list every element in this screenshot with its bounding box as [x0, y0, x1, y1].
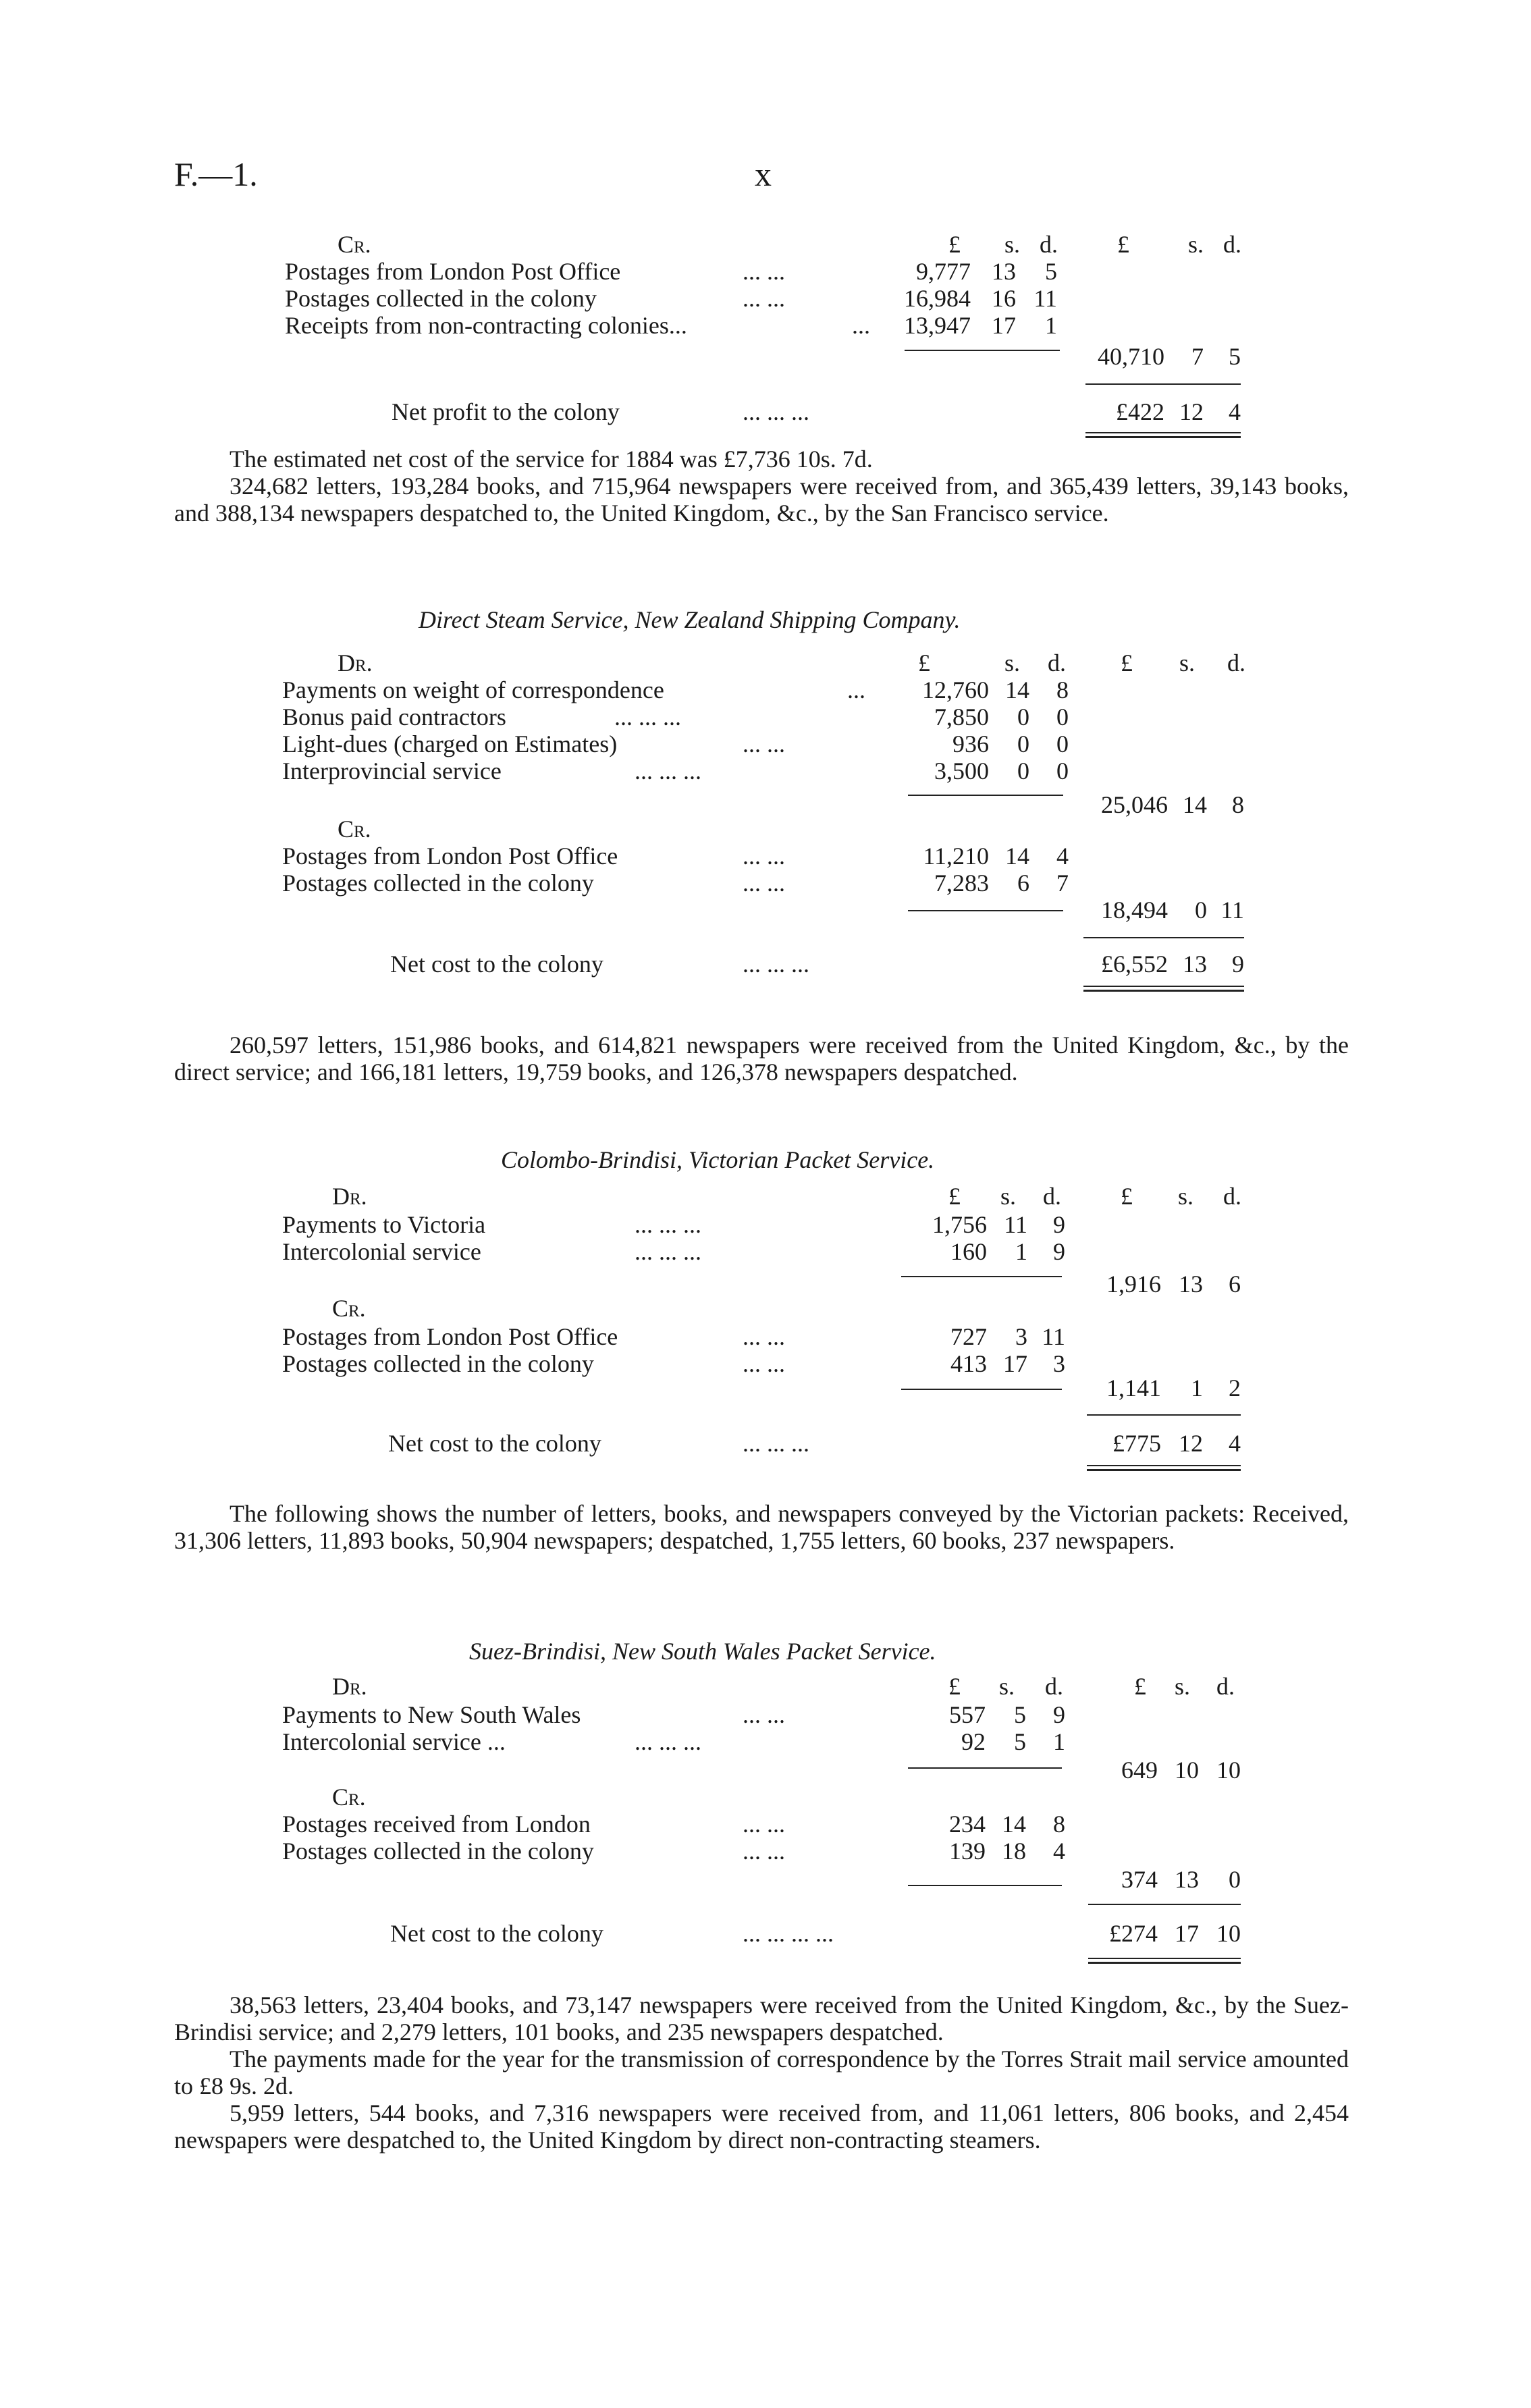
col-pound: £ — [1121, 1183, 1133, 1210]
total-pence: 5 — [1229, 343, 1241, 370]
col-shilling: s. — [1004, 649, 1021, 676]
net-pounds: £775 — [1112, 1430, 1161, 1457]
leader-dots: ... ... — [743, 1838, 785, 1865]
total-pence: 2 — [1229, 1374, 1241, 1401]
total-shillings: 1 — [1191, 1374, 1203, 1401]
credit-label: Cr. — [338, 231, 371, 258]
row-label: Intercolonial service ... — [282, 1728, 506, 1755]
amount-pence: 8 — [1056, 676, 1069, 703]
amount-pence: 9 — [1053, 1238, 1065, 1265]
total-pounds: 374 — [1121, 1866, 1158, 1893]
amount-pounds: 13,947 — [904, 312, 971, 339]
paragraph: The payments made for the year for the transmission of correspondence by the Torres Strait mail service amounted to £8 9s. 2d. — [174, 2045, 1349, 2099]
net-label: Net cost to the colony — [388, 1430, 601, 1457]
credit-label: Cr. — [338, 815, 371, 842]
col-pound: £ — [918, 649, 930, 676]
col-pound: £ — [1117, 231, 1129, 258]
col-shilling: s. — [1004, 231, 1021, 258]
amount-pence: 0 — [1056, 730, 1069, 757]
col-pound: £ — [948, 1183, 961, 1210]
subtotal-rule — [908, 1885, 1062, 1886]
total-pence: 6 — [1229, 1270, 1241, 1297]
row-label: Bonus paid contractors — [282, 703, 506, 730]
amount-shillings: 16 — [992, 285, 1016, 312]
paragraph: 260,597 letters, 151,986 books, and 614,821 newspapers were received from the United Kingdom, &c., by the direct service; and 166,181 letters, 19,759 books, and 126,378 newspapers despatched. — [174, 1032, 1349, 1086]
col-pence: d. — [1223, 1183, 1241, 1210]
amount-shillings: 14 — [1005, 842, 1029, 869]
amount-pounds: 1,756 — [932, 1211, 987, 1238]
col-shilling: s. — [999, 1673, 1015, 1700]
double-rule — [1085, 432, 1241, 438]
net-label: Net cost to the colony — [390, 1920, 603, 1947]
amount-pence: 0 — [1056, 703, 1069, 730]
leader-dots: ... ... — [743, 869, 785, 897]
row-label: Postages collected in the colony — [282, 1350, 594, 1377]
total-pence: 10 — [1216, 1757, 1241, 1784]
amount-shillings: 14 — [1002, 1811, 1026, 1838]
section-title: Colombo-Brindisi, Victorian Packet Service. — [501, 1146, 935, 1173]
credit-label: Cr. — [332, 1784, 366, 1811]
amount-shillings: 5 — [1014, 1701, 1026, 1728]
col-pound: £ — [1121, 649, 1133, 676]
amount-pounds: 160 — [950, 1238, 987, 1265]
amount-shillings: 17 — [1003, 1350, 1027, 1377]
amount-shillings: 17 — [992, 312, 1016, 339]
total-shillings: 13 — [1179, 1270, 1203, 1297]
row-label: Interprovincial service — [282, 757, 502, 784]
debit-label: Dr. — [332, 1183, 367, 1210]
amount-shillings: 0 — [1017, 730, 1029, 757]
col-pound: £ — [948, 1673, 961, 1700]
paragraph: The estimated net cost of the service for 1884 was £7,736 10s. 7d. — [230, 446, 873, 473]
subtotal-rule — [905, 350, 1060, 351]
total-rule — [1087, 1414, 1241, 1416]
leader-dots: ... ... ... — [635, 1211, 701, 1238]
net-shillings: 13 — [1183, 951, 1207, 978]
row-label: Postages collected in the colony — [282, 869, 594, 897]
paragraph: 5,959 letters, 544 books, and 7,316 newspapers were received from, and 11,061 letters, 806 books, and 2,454 newspapers were despatched to, the United Kingdom by direct non-contracting steamers. — [174, 2099, 1349, 2153]
section-title: Suez-Brindisi, New South Wales Packet Service. — [469, 1638, 936, 1665]
row-label: Receipts from non-contracting colonies... — [285, 312, 687, 339]
total-rule — [1083, 937, 1244, 938]
net-label: Net profit to the colony — [392, 398, 620, 425]
leader-dots: ... ... ... — [635, 1728, 701, 1755]
total-pence: 11 — [1220, 897, 1244, 924]
net-pounds: £422 — [1116, 398, 1164, 425]
document-reference: F.—1. — [174, 155, 258, 193]
amount-pence: 11 — [1042, 1323, 1065, 1350]
page-number: x — [755, 155, 772, 193]
subtotal-rule — [901, 1389, 1062, 1390]
row-label: Intercolonial service — [282, 1238, 481, 1265]
total-pounds: 1,916 — [1106, 1270, 1161, 1297]
debit-label: Dr. — [338, 649, 373, 676]
amount-pounds: 92 — [961, 1728, 986, 1755]
col-shilling: s. — [1188, 231, 1204, 258]
amount-pence: 9 — [1053, 1211, 1065, 1238]
total-shillings: 0 — [1195, 897, 1207, 924]
amount-pounds: 12,760 — [922, 676, 989, 703]
leader-dots: ... ... — [743, 730, 785, 757]
double-rule — [1087, 1465, 1241, 1471]
amount-pounds: 16,984 — [904, 285, 971, 312]
amount-shillings: 13 — [992, 258, 1016, 285]
amount-pence: 4 — [1053, 1838, 1065, 1865]
amount-pounds: 234 — [949, 1811, 986, 1838]
total-pounds: 25,046 — [1101, 791, 1168, 818]
amount-shillings: 1 — [1015, 1238, 1027, 1265]
net-label: Net cost to the colony — [390, 951, 603, 978]
row-label: Payments to New South Wales — [282, 1701, 581, 1728]
net-pence: 10 — [1216, 1920, 1241, 1947]
total-pounds: 649 — [1121, 1757, 1158, 1784]
subtotal-rule — [908, 795, 1063, 796]
row-label: Postages collected in the colony — [285, 285, 597, 312]
leader-dots: ... ... — [743, 258, 785, 285]
row-label: Light-dues (charged on Estimates) — [282, 730, 618, 757]
amount-pounds: 3,500 — [934, 757, 989, 784]
amount-pounds: 936 — [952, 730, 989, 757]
amount-shillings: 0 — [1017, 703, 1029, 730]
net-pence: 9 — [1232, 951, 1244, 978]
amount-shillings: 3 — [1015, 1323, 1027, 1350]
amount-shillings: 0 — [1017, 757, 1029, 784]
leader-dots: ... ... ... — [743, 1430, 809, 1457]
amount-pounds: 727 — [950, 1323, 987, 1350]
col-pence: d. — [1043, 1183, 1061, 1210]
amount-pounds: 557 — [949, 1701, 986, 1728]
total-pounds: 18,494 — [1101, 897, 1168, 924]
double-rule — [1088, 1958, 1241, 1964]
subtotal-rule — [901, 1276, 1062, 1277]
net-shillings: 17 — [1175, 1920, 1199, 1947]
leader-dots: ... — [852, 312, 870, 339]
double-rule — [1083, 986, 1244, 992]
amount-pounds: 7,850 — [934, 703, 989, 730]
total-pence: 0 — [1229, 1866, 1241, 1893]
amount-pence: 8 — [1053, 1811, 1065, 1838]
row-label: Postages from London Post Office — [282, 842, 618, 869]
total-shillings: 13 — [1175, 1866, 1199, 1893]
leader-dots: ... ... ... — [614, 703, 681, 730]
amount-pounds: 9,777 — [916, 258, 971, 285]
leader-dots: ... ... — [743, 1701, 785, 1728]
total-shillings: 7 — [1191, 343, 1204, 370]
total-pounds: 1,141 — [1106, 1374, 1161, 1401]
leader-dots: ... ... ... — [635, 757, 701, 784]
amount-pence: 0 — [1056, 757, 1069, 784]
amount-pence: 4 — [1056, 842, 1069, 869]
net-pence: 4 — [1229, 1430, 1241, 1457]
amount-pounds: 11,210 — [923, 842, 989, 869]
col-shilling: s. — [1178, 1183, 1194, 1210]
leader-dots: ... ... ... ... — [743, 1920, 834, 1947]
col-shilling: s. — [1175, 1673, 1191, 1700]
leader-dots: ... ... ... — [743, 398, 809, 425]
amount-pence: 1 — [1045, 312, 1057, 339]
leader-dots: ... ... — [743, 1323, 785, 1350]
row-label: Postages from London Post Office — [282, 1323, 618, 1350]
amount-pence: 9 — [1053, 1701, 1065, 1728]
amount-pounds: 413 — [950, 1350, 987, 1377]
col-pence: d. — [1045, 1673, 1063, 1700]
col-pence: d. — [1048, 649, 1066, 676]
leader-dots: ... ... — [743, 1811, 785, 1838]
net-pounds: £274 — [1109, 1920, 1158, 1947]
row-label: Payments on weight of correspondence — [282, 676, 664, 703]
amount-pence: 5 — [1045, 258, 1057, 285]
leader-dots: ... ... ... — [635, 1238, 701, 1265]
total-rule — [1085, 383, 1241, 385]
col-pound: £ — [1134, 1673, 1146, 1700]
amount-shillings: 14 — [1005, 676, 1029, 703]
credit-label: Cr. — [332, 1295, 366, 1322]
row-label: Postages from London Post Office — [285, 258, 621, 285]
leader-dots: ... ... — [743, 1350, 785, 1377]
amount-shillings: 11 — [1004, 1211, 1027, 1238]
col-pence: d. — [1216, 1673, 1235, 1700]
leader-dots: ... ... — [743, 842, 785, 869]
total-rule — [1088, 1904, 1241, 1905]
amount-shillings: 6 — [1017, 869, 1029, 897]
row-label: Postages received from London — [282, 1811, 591, 1838]
total-pounds: 40,710 — [1098, 343, 1164, 370]
amount-pence: 11 — [1033, 285, 1057, 312]
amount-pence: 7 — [1056, 869, 1069, 897]
leader-dots: ... — [847, 676, 865, 703]
col-pound: £ — [948, 231, 961, 258]
amount-shillings: 18 — [1002, 1838, 1026, 1865]
col-pence: d. — [1040, 231, 1058, 258]
debit-label: Dr. — [332, 1673, 367, 1700]
section-title: Direct Steam Service, New Zealand Shipping Company. — [419, 606, 961, 633]
net-pence: 4 — [1229, 398, 1241, 425]
subtotal-rule — [908, 1767, 1062, 1769]
col-shilling: s. — [1000, 1183, 1017, 1210]
paragraph: The following shows the number of letters, books, and newspapers conveyed by the Victorian packets: Received, 31,306 letters, 11,893 books, 50,904 newspapers; despatched, 1,755 letters, 60 books, 237 newspapers. — [174, 1500, 1349, 1554]
total-pence: 8 — [1232, 791, 1244, 818]
net-pounds: £6,552 — [1101, 951, 1168, 978]
total-shillings: 14 — [1183, 791, 1207, 818]
amount-shillings: 5 — [1014, 1728, 1026, 1755]
col-shilling: s. — [1179, 649, 1196, 676]
total-shillings: 10 — [1175, 1757, 1199, 1784]
net-shillings: 12 — [1179, 398, 1204, 425]
paragraph: 38,563 letters, 23,404 books, and 73,147 newspapers were received from the United Kingdom, &c., by the Suez-Brindisi service; and 2,279 letters, 101 books, and 235 newspapers despatched. — [174, 1991, 1349, 2045]
amount-pounds: 7,283 — [934, 869, 989, 897]
col-pence: d. — [1227, 649, 1245, 676]
amount-pounds: 139 — [949, 1838, 986, 1865]
leader-dots: ... ... ... — [743, 951, 809, 978]
subtotal-rule — [908, 910, 1063, 911]
col-pence: d. — [1223, 231, 1241, 258]
row-label: Postages collected in the colony — [282, 1838, 594, 1865]
amount-pence: 1 — [1053, 1728, 1065, 1755]
net-shillings: 12 — [1179, 1430, 1203, 1457]
paragraph: 324,682 letters, 193,284 books, and 715,964 newspapers were received from, and 365,439 letters, 39,143 books, and 388,134 newspapers despatched to, the United Kingdom, &c., by the San Francisco service. — [174, 473, 1349, 527]
amount-pence: 3 — [1053, 1350, 1065, 1377]
leader-dots: ... ... — [743, 285, 785, 312]
row-label: Payments to Victoria — [282, 1211, 486, 1238]
